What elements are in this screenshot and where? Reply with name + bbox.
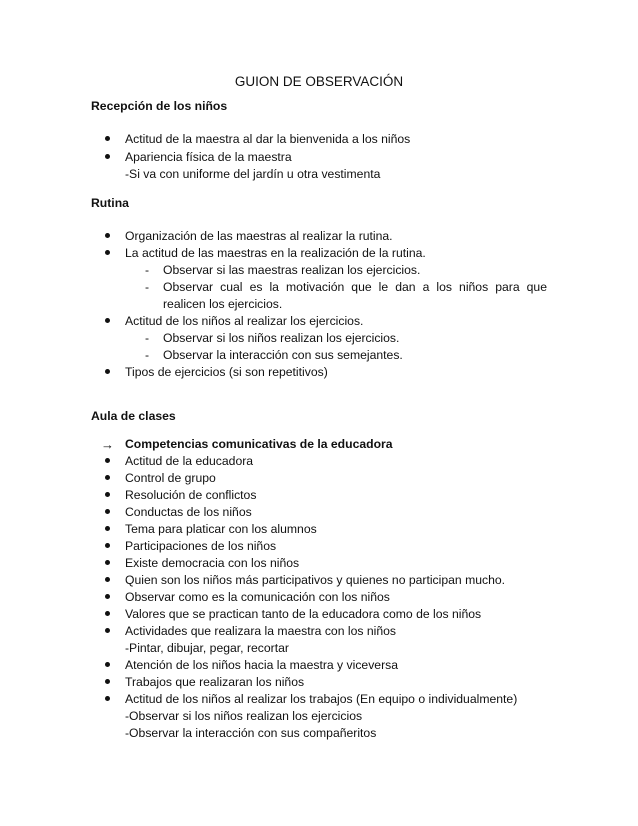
section-heading-recepcion: Recepción de los niños [91, 99, 228, 113]
dash-marker: - [145, 331, 150, 345]
sub-item: Observar cual es la motivación que le dan a los niños para que [163, 280, 547, 294]
bullet-icon [105, 318, 110, 323]
bullet-icon [105, 594, 110, 599]
bullet-icon [105, 154, 110, 159]
sub-item: Observar si los niños realizan los ejercicios. [163, 331, 400, 345]
dash-marker: - [145, 348, 150, 362]
bullet-icon [105, 611, 110, 616]
bullet-icon [105, 526, 110, 531]
bullet-icon [105, 543, 110, 548]
bullet-icon [105, 136, 110, 141]
bullet-icon [105, 458, 110, 463]
bullet-icon [105, 560, 110, 565]
bullet-icon [105, 233, 110, 238]
list-item: La actitud de las maestras en la realización de la rutina. [125, 246, 426, 260]
bullet-icon [105, 577, 110, 582]
sub-item: Observar si las maestras realizan los ejercicios. [163, 263, 421, 277]
list-item: Actividades que realizara la maestra con los niños [125, 624, 396, 638]
list-item: Organización de las maestras al realizar la rutina. [125, 229, 393, 243]
item-note: -Pintar, dibujar, pegar, recortar [125, 641, 289, 655]
bullet-icon [105, 250, 110, 255]
list-item: Tipos de ejercicios (si son repetitivos) [125, 365, 328, 379]
list-item: Actitud de los niños al realizar los trabajos (En equipo o individualmente) [125, 692, 518, 706]
sub-item: Observar la interacción con sus semejantes. [163, 348, 403, 362]
item-note: -Observar la interacción con sus compañeritos [125, 726, 377, 740]
section-heading-rutina: Rutina [91, 196, 129, 210]
bullet-icon [105, 475, 110, 480]
list-item: Apariencia física de la maestra [125, 150, 292, 164]
list-item: Quien son los niños más participativos y quienes no participan mucho. [125, 573, 506, 587]
list-item: Valores que se practican tanto de la educadora como de los niños [125, 607, 482, 621]
list-item: Conductas de los niños [125, 505, 252, 519]
list-item: Control de grupo [125, 471, 216, 485]
item-note: -Si va con uniforme del jardín u otra vestimenta [125, 167, 381, 181]
list-item: Participaciones de los niños [125, 539, 277, 553]
bullet-icon [105, 696, 110, 701]
sub-item-continuation: realicen los ejercicios. [163, 297, 283, 311]
list-item: Actitud de la maestra al dar la bienvenida a los niños [125, 132, 411, 146]
list-item: Atención de los niños hacia la maestra y viceversa [125, 658, 399, 672]
list-item-highlight: Competencias comunicativas de la educadora [125, 437, 393, 451]
bullet-icon [105, 369, 110, 374]
bullet-icon [105, 662, 110, 667]
arrow-right-icon: → [101, 437, 114, 452]
bullet-icon [105, 679, 110, 684]
list-item: Observar como es la comunicación con los niños [125, 590, 390, 604]
bullet-icon [105, 628, 110, 633]
bullet-icon [105, 492, 110, 497]
list-item: Trabajos que realizaran los niños [125, 675, 305, 689]
section-heading-aula: Aula de clases [91, 409, 176, 423]
document-title: GUION DE OBSERVACIÓN [234, 74, 404, 89]
dash-marker: - [145, 263, 150, 277]
item-note: -Observar si los niños realizan los ejercicios [125, 709, 363, 723]
list-item: Existe democracia con los niños [125, 556, 300, 570]
dash-marker: - [145, 280, 150, 294]
list-item: Actitud de la educadora [125, 454, 254, 468]
list-item: Resolución de conflictos [125, 488, 257, 502]
list-item: Actitud de los niños al realizar los ejercicios. [125, 314, 364, 328]
bullet-icon [105, 509, 110, 514]
list-item: Tema para platicar con los alumnos [125, 522, 317, 536]
